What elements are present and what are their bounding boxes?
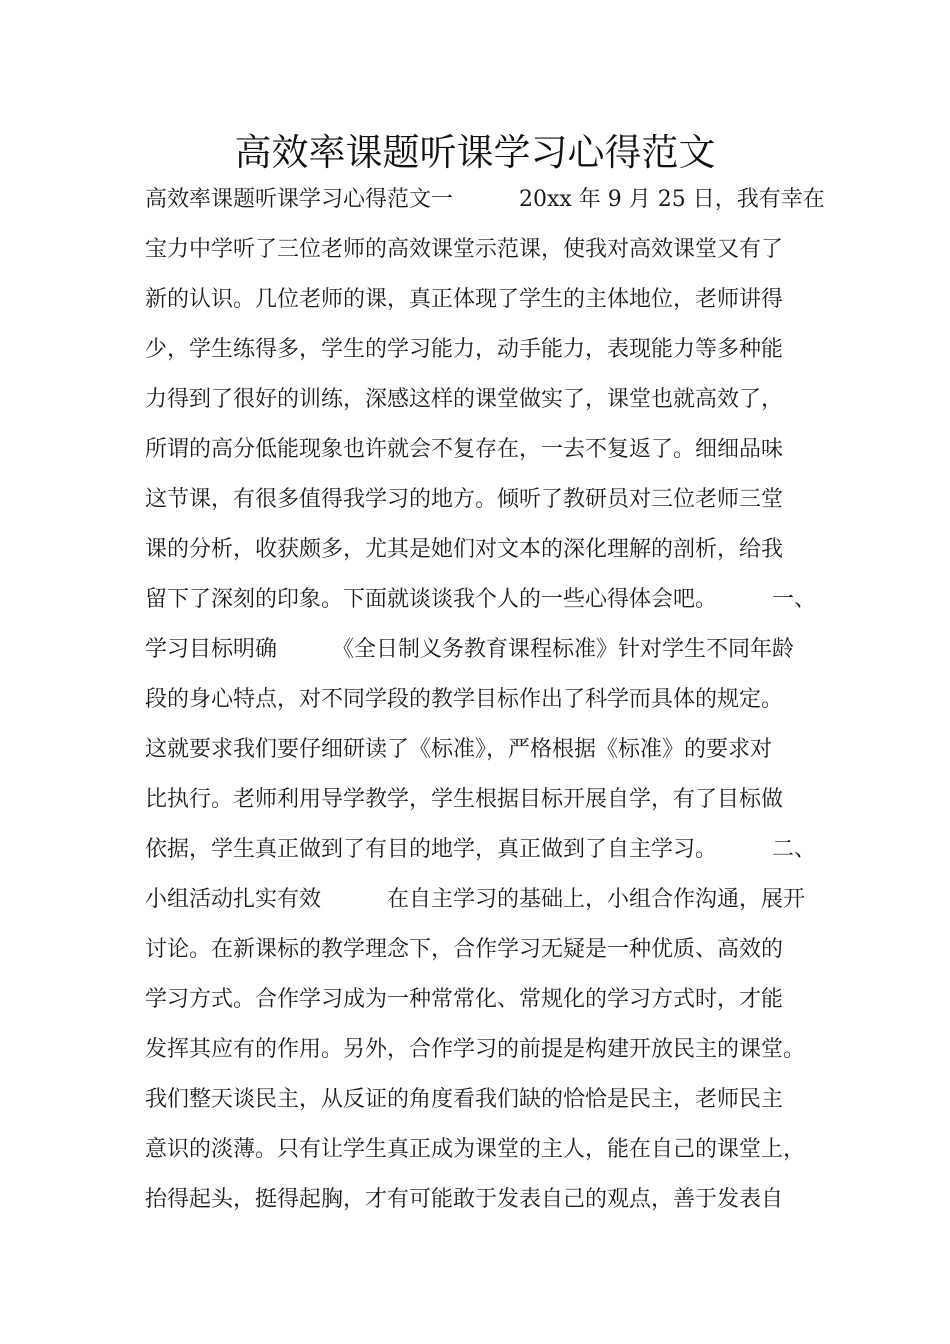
body-line: 力得到了很好的训练，深感这样的课堂做实了，课堂也就高效了，: [145, 387, 784, 412]
body-line: 学习方式。合作学习成为一种常常化、常规化的学习方式时，才能: [145, 987, 784, 1012]
body-line: 这节课，有很多值得我学习的地方。倾听了教研员对三位老师三堂: [145, 487, 784, 512]
body-line: 意识的淡薄。只有让学生真正成为课堂的主人，能在自己的课堂上，: [145, 1137, 806, 1162]
body-line: 依据，学生真正做到了有目的地学，真正做到了自主学习。 二、: [145, 837, 817, 862]
body-line: 留下了深刻的印象。下面就谈谈我个人的一些心得体会吧。 一、: [145, 587, 817, 612]
body-line: 抬得起头，挺得起胸，才有可能敢于发表自己的观点，善于发表自: [145, 1187, 784, 1212]
body-line: 小组活动扎实有效 在自主学习的基础上，小组合作沟通，展开: [145, 887, 806, 912]
body-line: 学习目标明确 《全日制义务教育课程标准》针对学生不同年龄: [145, 637, 795, 662]
document-title: 高效率课题听课学习心得范文: [234, 131, 716, 174]
body-line: 讨论。在新课标的教学理念下，合作学习无疑是一种优质、高效的: [145, 937, 784, 962]
body-line: 课的分析，收获颇多，尤其是她们对文本的深化理解的剖析，给我: [145, 537, 784, 562]
body-line: 段的身心特点，对不同学段的教学目标作出了科学而具体的规定。: [145, 687, 784, 712]
body-line: 比执行。老师利用导学教学，学生根据目标开展自学，有了目标做: [145, 787, 784, 812]
body-line: 发挥其应有的作用。另外，合作学习的前提是构建开放民主的课堂。: [145, 1037, 806, 1062]
body-line: 宝力中学听了三位老师的高效课堂示范课，使我对高效课堂又有了: [145, 237, 784, 262]
body-line: 这就要求我们要仔细研读了《标准》，严格根据《标准》的要求对: [145, 737, 773, 762]
body-line: 所谓的高分低能现象也许就会不复存在，一去不复返了。细细品味: [145, 437, 784, 462]
body-line: 少，学生练得多，学生的学习能力，动手能力，表现能力等多种能: [145, 337, 784, 362]
body-line: 新的认识。几位老师的课，真正体现了学生的主体地位，老师讲得: [145, 287, 784, 312]
body-line: 高效率课题听课学习心得范文一 20xx 年 9 月 25 日，我有幸在: [145, 187, 825, 212]
body-line: 我们整天谈民主，从反证的角度看我们缺的恰恰是民主，老师民主: [145, 1087, 784, 1112]
